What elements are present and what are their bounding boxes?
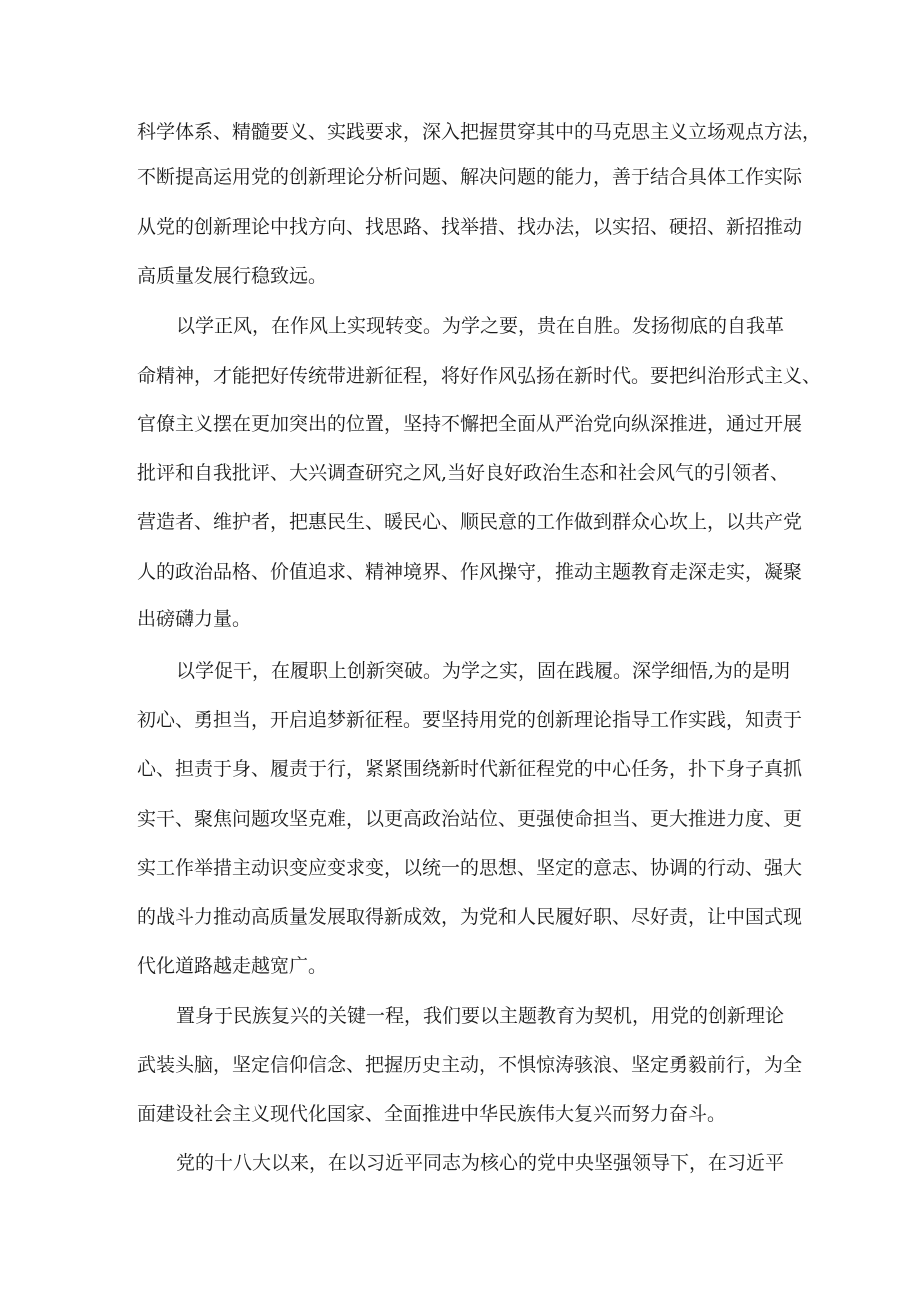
text-line: 武装头脑，坚定信仰信念、把握历史主动，不惧惊涛骇浪、坚定勇毅前行，为全: [137, 1054, 803, 1076]
text-line: 命精神，才能把好传统带进新征程，将好作风弘扬在新时代。要把纠治形式主义、: [137, 365, 822, 387]
paragraph-first-line: 以学促干，在履职上创新突破。为学之实，固在践履。深学细悟,为的是明: [176, 660, 791, 682]
text-line: 的战斗力推动高质量发展取得新成效，为党和人民履好职、尽好责，让中国式现: [137, 906, 803, 928]
text-line: 营造者、维护者，把惠民生、暖民心、顺民意的工作做到群众心坎上，以共产党: [137, 511, 803, 533]
text-line: 高质量发展行稳致远。: [137, 265, 328, 287]
text-line: 官僚主义摆在更加突出的位置，坚持不懈把全面从严治党向纵深推进，通过开展: [137, 413, 803, 435]
text-line: 心、担责于身、履责于行，紧紧围绕新时代新征程党的中心任务，扑下身子真抓: [137, 758, 803, 780]
text-line: 实干、聚焦问题攻坚克难，以更高政治站位、更强使命担当、更大推进力度、更: [137, 808, 803, 830]
text-line: 面建设社会主义现代化国家、全面推进中华民族伟大复兴而努力奋斗。: [137, 1103, 727, 1125]
text-line: 出磅礴力量。: [137, 608, 252, 630]
text-line: 实工作举措主动识变应变求变，以统一的思想、坚定的意志、协调的行动、强大: [137, 857, 803, 879]
paragraph-first-line: 以学正风，在作风上实现转变。为学之要，贵在自胜。发扬彻底的自我革: [176, 315, 785, 337]
text-line: 代化道路越走越宽广。: [137, 955, 328, 977]
text-line: 人的政治品格、价值追求、精神境界、作风操守，推动主题教育走深走实，凝聚: [137, 561, 803, 583]
text-line: 批评和自我批评、大兴调查研究之风,当好良好政治生态和社会风气的引领者、: [137, 462, 790, 484]
text-line: 从党的创新理论中找方向、找思路、找举措、找办法，以实招、硬招、新招推动: [137, 216, 803, 238]
paragraph-first-line: 置身于民族复兴的关键一程，我们要以主题教育为契机，用党的创新理论: [176, 1005, 785, 1027]
paragraph-first-line: 党的十八大以来，在以习近平同志为核心的党中央坚强领导下，在习近平: [176, 1152, 785, 1174]
text-line: 科学体系、精髓要义、实践要求，深入把握贯穿其中的马克思主义立场观点方法，: [137, 121, 822, 143]
text-line: 初心、勇担当，开启追梦新征程。要坚持用党的创新理论指导工作实践，知责于: [137, 709, 803, 731]
text-line: 不断提高运用党的创新理论分析问题、解决问题的能力，善于结合具体工作实际: [137, 166, 803, 188]
